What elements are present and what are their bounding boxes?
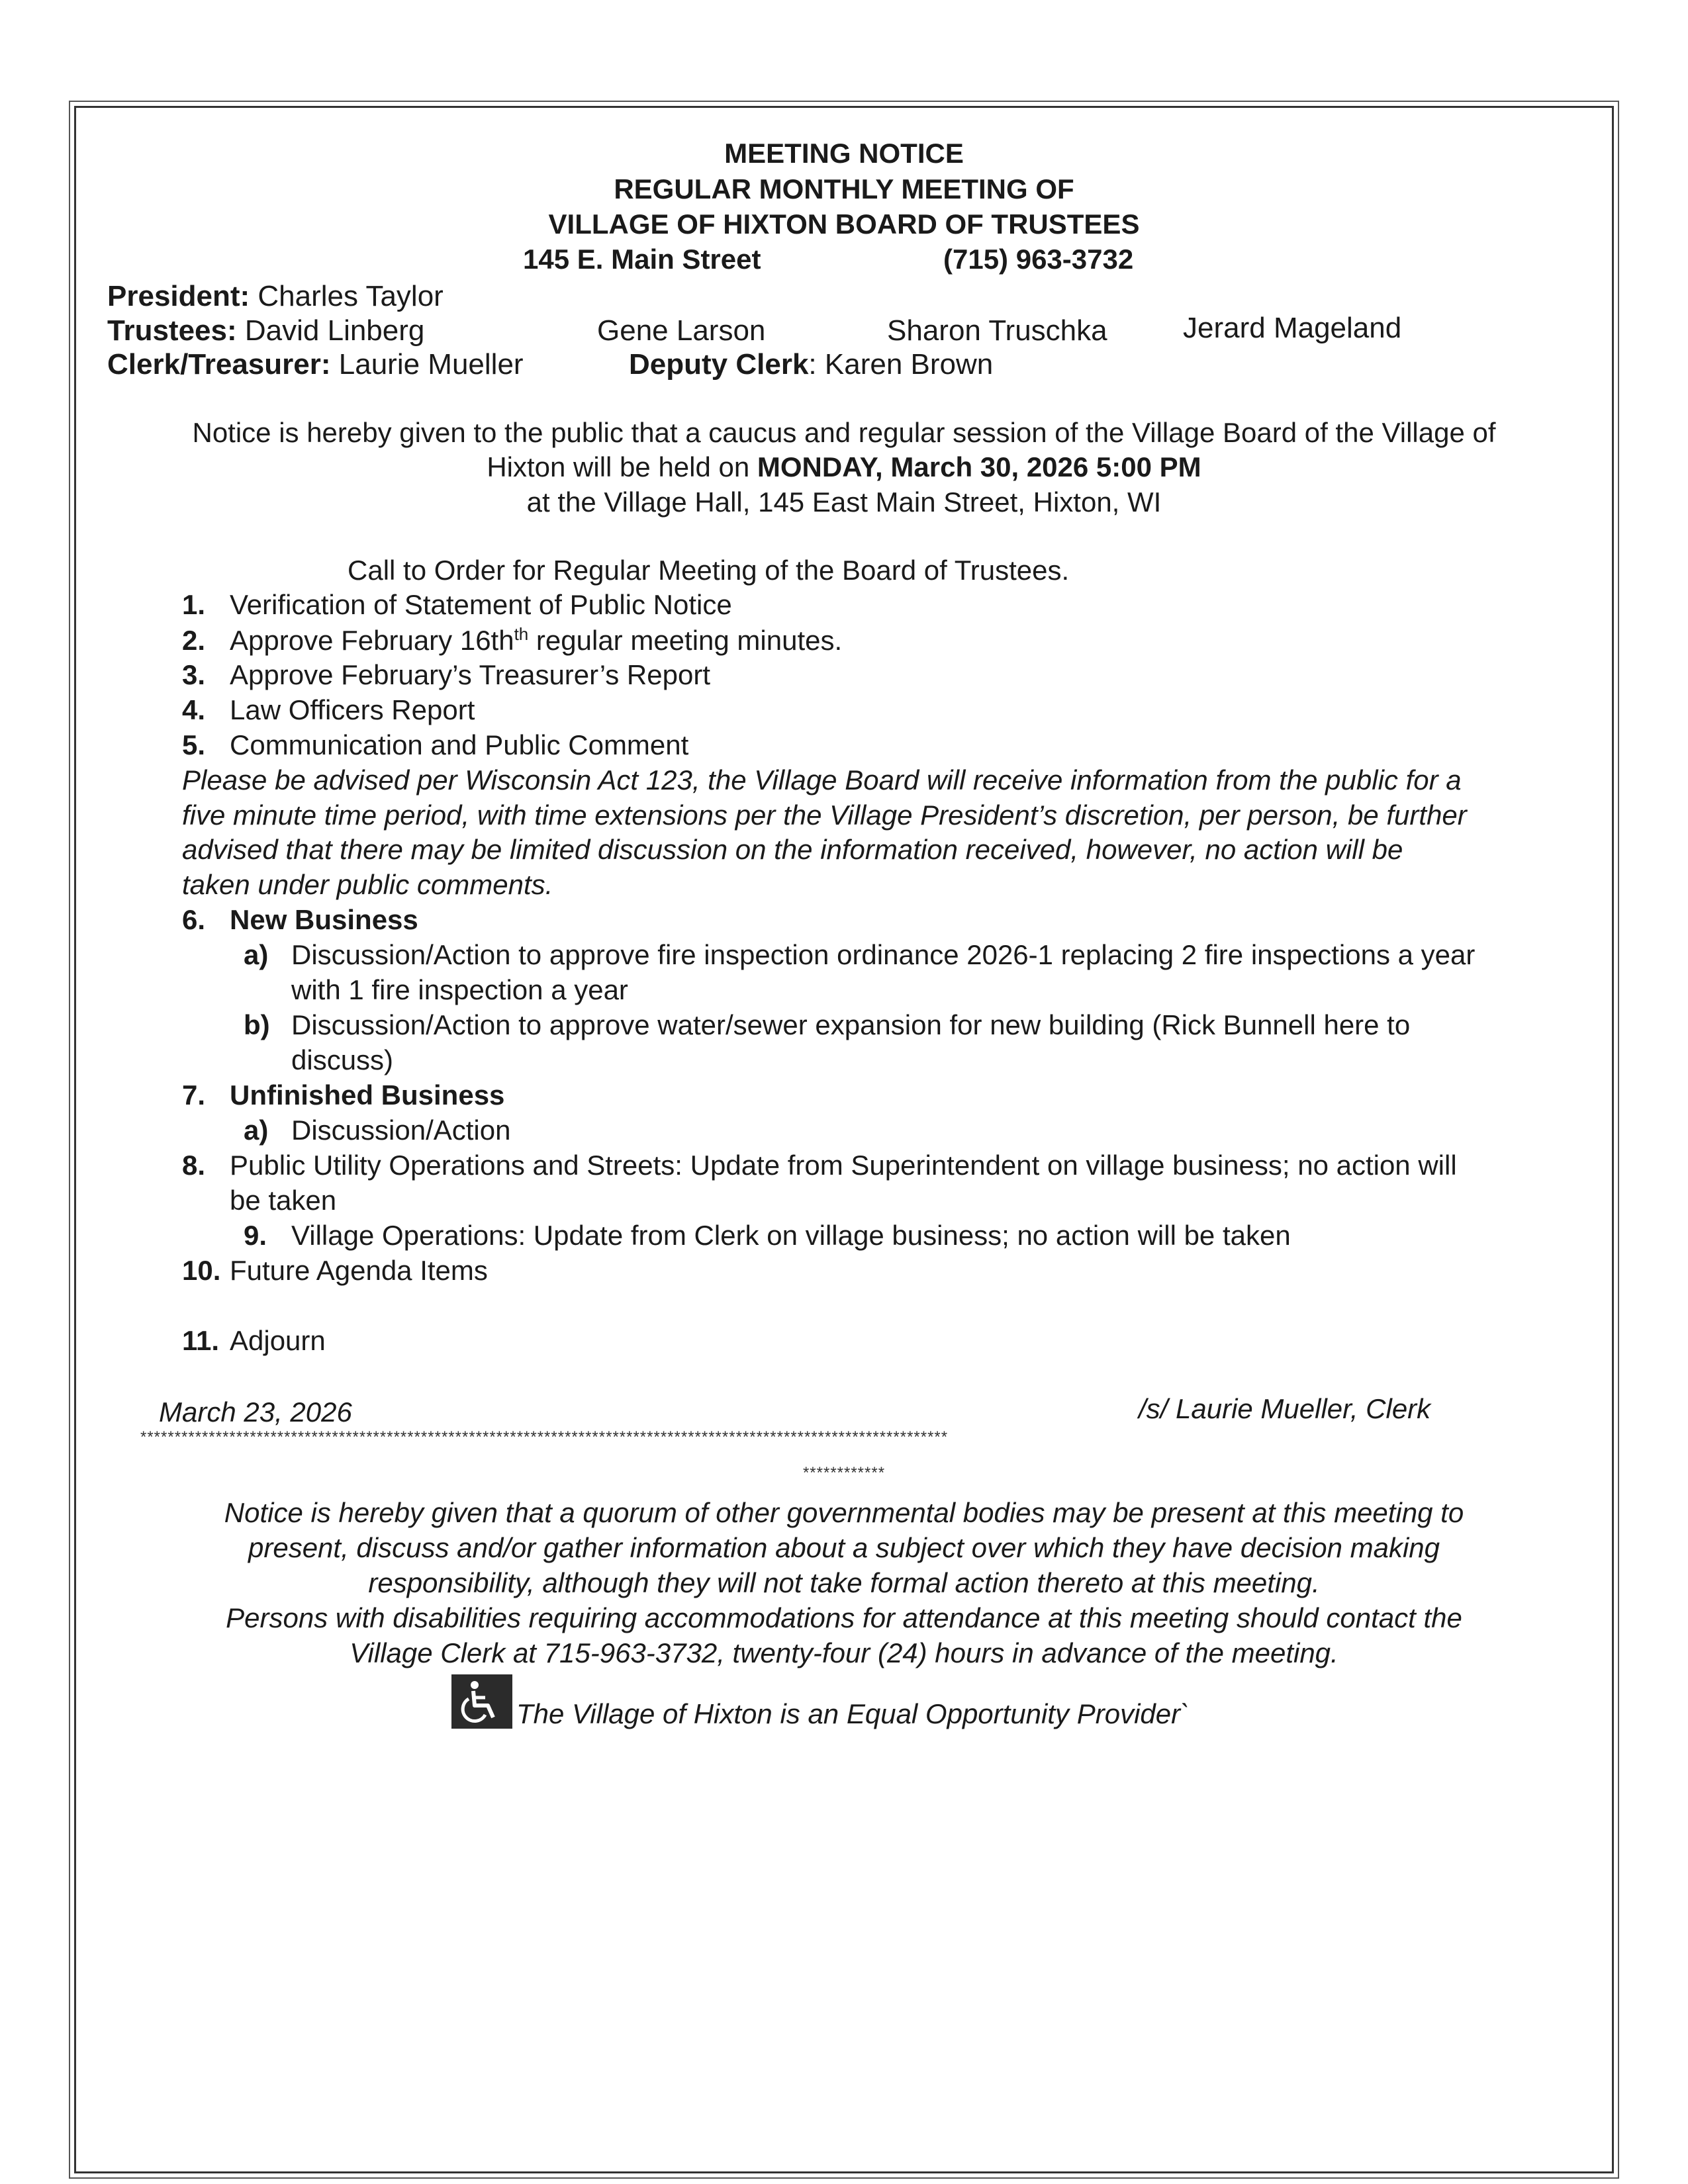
agenda-item-3 [182,659,710,691]
notice-line-2-text: Hixton will be held on [487,451,750,482]
item-text: Law Officers Report [230,694,475,725]
meeting-datetime: MONDAY, March 30, 2026 5:00 PM [757,451,1201,482]
trustee-name: Gene Larson [597,314,766,347]
section-heading: Unfinished Business [230,1079,505,1111]
item-text: Adjourn [230,1325,326,1356]
clerk-name: Laurie Mueller [338,348,524,381]
wheelchair-accessibility-icon [451,1674,512,1729]
item-number: 5. [182,729,206,760]
item-number: 9. [244,1220,267,1251]
item-number: 11. [182,1325,220,1356]
president-name: Charles Taylor [258,280,444,312]
advisory-line: advised that there may be limited discussion on the information received, however, no action will be [182,834,1403,865]
item-number: 4. [182,694,206,725]
agenda-item-6a-continued: with 1 fire inspection a year [291,974,628,1005]
item-text: Public Utility Operations and Streets: Update from Superintendent on village business; no action will [230,1150,1457,1181]
agenda-item-6 [182,904,418,936]
equal-opportunity-statement: The Village of Hixton is an Equal Opportunity Provider` [516,1698,1190,1729]
separator-long: ********************************************************************************************************************** [140,1428,949,1446]
agenda-item-1 [182,589,732,621]
item-text: Village Operations: Update from Clerk on village business; no action will be taken [291,1220,1291,1251]
trustee-name: David Linberg [244,314,425,347]
header-address: 145 E. Main Street [523,244,761,275]
footer-line: present, discuss and/or gather information about a subject over which they have decision making [248,1532,1440,1563]
clerk-label: Clerk/Treasurer: [107,348,331,381]
header-regular-meeting: REGULAR MONTHLY MEETING OF [614,173,1074,205]
agenda-item-2 [182,624,842,657]
agenda-item-8-continued: be taken [230,1185,337,1216]
wheelchair-glyph [459,1679,505,1724]
item-text: Verification of Statement of Public Notice [230,589,732,620]
footer-line: Village Clerk at 715-963-3732, twenty-four (24) hours in advance of the meeting. [350,1637,1338,1668]
agenda-item-9 [244,1220,1291,1251]
agenda-item-11 [182,1325,326,1357]
item-letter: b) [244,1009,270,1040]
notice-line-3: at the Village Hall, 145 East Main Street, Hixton, WI [526,486,1162,518]
item-text: Communication and Public Comment [230,729,689,760]
item-number: 10. [182,1255,221,1286]
deputy-clerk-line [629,348,993,381]
advisory-line: Please be advised per Wisconsin Act 123, the Village Board will receive information from the public for a [182,764,1462,796]
section-heading: New Business [230,904,418,935]
agenda-item-6a [244,939,1475,971]
item-letter: a) [244,1115,269,1146]
footer-line: responsibility, although they will not take formal action thereto at this meeting. [368,1567,1320,1598]
item-number: 3. [182,659,206,690]
clerk-signature: /s/ Laurie Mueller, Clerk [1139,1393,1431,1424]
trustees-label: Trustees: [107,314,237,347]
president-label: President: [107,280,250,312]
notice-line-1: Notice is hereby given to the public that a caucus and regular session of the Village Board of the Village of [192,417,1496,448]
trustee-name: Sharon Truschka [887,314,1107,347]
item-text-continued: regular meeting minutes. [528,625,843,656]
item-text: Discussion/Action to approve fire inspection ordinance 2026-1 replacing 2 fire inspections a year [291,939,1476,970]
header-board-name: VILLAGE OF HIXTON BOARD OF TRUSTEES [548,208,1140,240]
item-letter: a) [244,939,269,970]
item-text: Future Agenda Items [230,1255,488,1286]
trustee-name: Jerard Mageland [1183,312,1402,344]
item-number: 1. [182,589,206,620]
footer-line: Persons with disabilities requiring accommodations for attendance at this meeting should contact the [226,1602,1462,1633]
item-text: Discussion/Action [291,1115,511,1146]
header-meeting-notice: MEETING NOTICE [724,138,964,169]
notice-date: March 23, 2026 [159,1396,352,1428]
president-line [107,280,444,313]
item-text: Approve February’s Treasurer’s Report [230,659,710,690]
deputy-clerk-separator: : [808,348,817,381]
agenda-item-8 [182,1150,1457,1181]
notice-line-2 [0,450,1688,484]
item-text: Approve February 16th [230,625,514,656]
clerk-line [107,348,524,381]
advisory-line: taken under public comments. [182,869,553,900]
item-number: 2. [182,625,206,656]
agenda-item-10 [182,1255,488,1287]
agenda-item-5 [182,729,688,761]
trustees-line [107,314,424,347]
deputy-clerk-label: Deputy Clerk [629,348,809,381]
item-number: 6. [182,904,206,935]
header-phone: (715) 963-3732 [943,244,1134,275]
agenda-item-4 [182,694,475,726]
separator-short: ************ [802,1464,886,1482]
agenda-item-7 [182,1079,504,1111]
item-number: 7. [182,1079,206,1111]
footer-line: Notice is hereby given that a quorum of other governmental bodies may be present at this meeting to [224,1497,1464,1528]
agenda-item-6b [244,1009,1410,1041]
item-text: Discussion/Action to approve water/sewer expansion for new building (Rick Bunnell here to [291,1009,1411,1040]
advisory-line: five minute time period, with time extensions per the Village President’s discretion, per person, be further [182,799,1467,831]
agenda-item-6b-continued: discuss) [291,1044,394,1075]
agenda-item-7a [244,1115,510,1146]
item-superscript: th [514,624,529,644]
call-to-order: Call to Order for Regular Meeting of the Board of Trustees. [348,555,1070,586]
deputy-clerk-name: Karen Brown [824,348,994,381]
item-number: 8. [182,1150,206,1181]
